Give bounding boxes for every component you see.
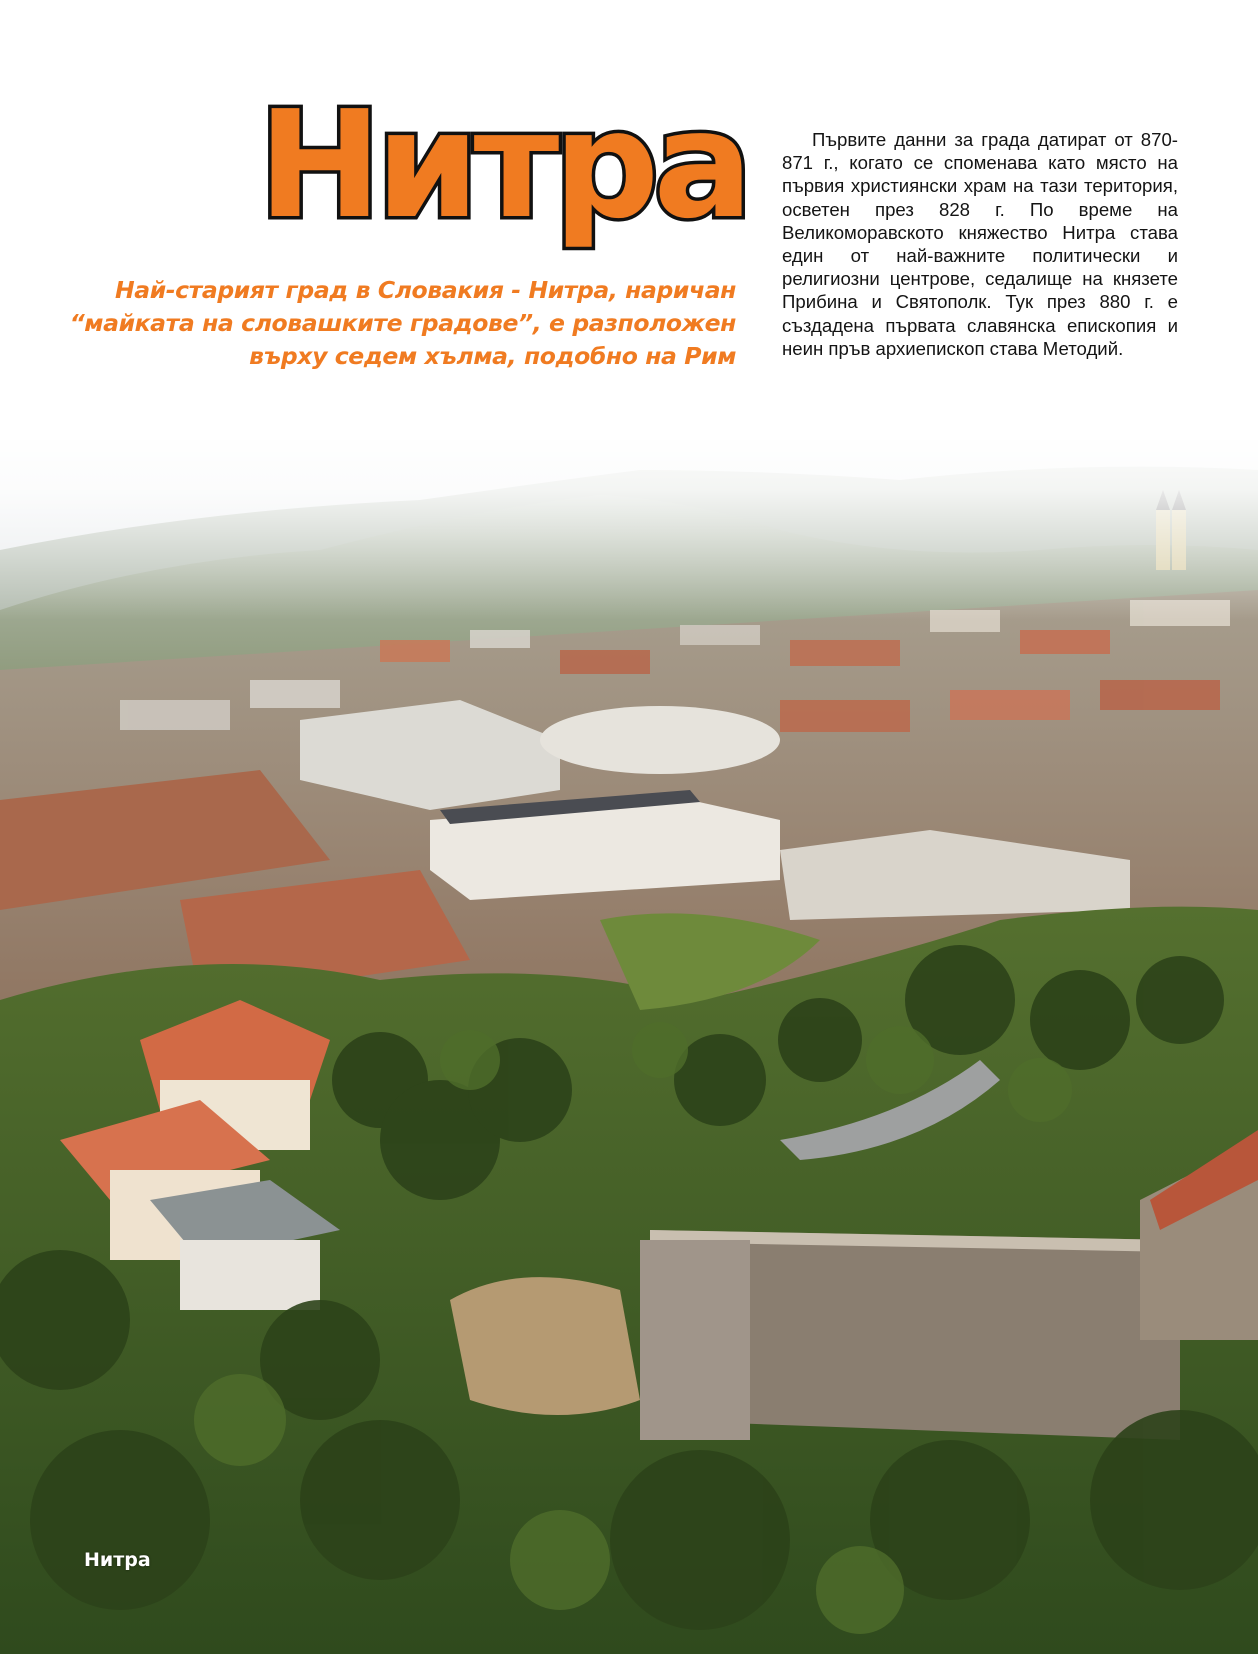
intro-paragraph: Първите данни за града датират от 870-871 г., когато се споменава като място на първия християнски храм на тази територия, осветен през 828 г. По време на Великоморавското княжество Нитра става един от най-важните политически и религиозни центрове, седалище на князете Прибина и Святополк. Тук през 880 г. е създадена първата славянска епископия и неин пръв архиепископ става Методий.	[782, 129, 1178, 359]
page-title: Нитра	[258, 79, 748, 251]
aerial-city-photo	[0, 440, 1258, 1654]
article-subtitle: Най-старият град в Словакия - Нитра, наричан “майката на словашките градове”, е разположен върху седем хълма, подобно на Рим	[69, 276, 736, 370]
section-footer-label: Нитра	[84, 1549, 151, 1571]
aerial-city-illustration	[0, 440, 1258, 1654]
